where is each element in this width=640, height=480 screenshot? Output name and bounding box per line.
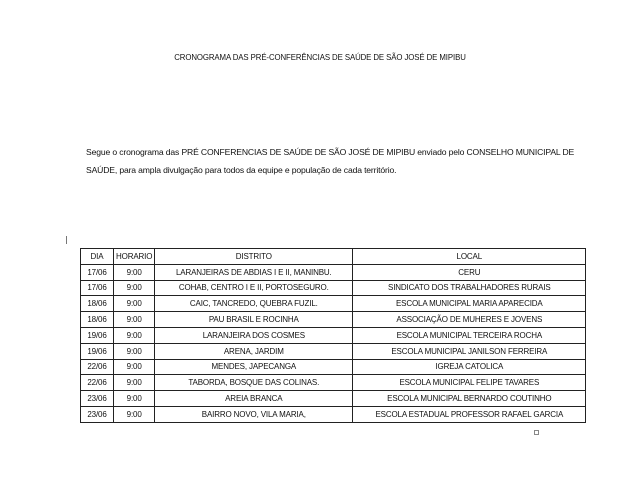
cell-horario: 9:00 — [114, 343, 155, 359]
cell-distrito: PAU BRASIL E ROCINHA — [155, 312, 353, 328]
table-row — [81, 359, 586, 375]
table-row — [81, 280, 586, 296]
cell-dia: 18/06 — [81, 312, 114, 328]
cell-horario: 9:00 — [114, 391, 155, 407]
cell-dia: 22/06 — [81, 375, 114, 391]
cell-local: CERU — [353, 264, 586, 280]
header-dia: DIA — [81, 249, 114, 265]
cell-distrito: CAIC, TANCREDO, QUEBRA FUZIL. — [155, 296, 353, 312]
document-title: CRONOGRAMA DAS PRÉ-CONFERÊNCIAS DE SAÚDE DE SÃO JOSÉ DE MIPIBU — [174, 52, 466, 62]
cell-horario: 9:00 — [114, 280, 155, 296]
intro-paragraph: Segue o cronograma das PRÉ CONFERENCIAS DE SAÚDE DE SÃO JOSÉ DE MIPIBU enviado pelo CONSELHO MUNICIPAL DE SAÚDE, para ampla divulgação para todos da equipe e população de cada território. — [86, 147, 575, 175]
table-header-row — [81, 249, 586, 265]
cell-distrito: AREIA BRANCA — [155, 391, 353, 407]
header-distrito: DISTRITO — [155, 249, 353, 265]
cell-dia: 19/06 — [81, 327, 114, 343]
text-cursor-mark — [66, 236, 67, 244]
cell-dia: 19/06 — [81, 343, 114, 359]
cell-dia: 23/06 — [81, 406, 114, 422]
table-row — [81, 391, 586, 407]
cell-dia: 22/06 — [81, 359, 114, 375]
table-row — [81, 312, 586, 328]
table-row — [81, 296, 586, 312]
cell-horario: 9:00 — [114, 296, 155, 312]
table-row — [81, 375, 586, 391]
cell-local: SINDICATO DOS TRABALHADORES RURAIS — [353, 280, 586, 296]
cell-dia: 17/06 — [81, 280, 114, 296]
header-horario: HORARIO — [114, 249, 155, 265]
cell-horario: 9:00 — [114, 327, 155, 343]
cell-local: ESCOLA MUNICIPAL TERCEIRA ROCHA — [353, 327, 586, 343]
cell-distrito: COHAB, CENTRO I E II, PORTOSEGURO. — [155, 280, 353, 296]
table-resize-handle[interactable] — [534, 430, 539, 435]
cell-horario: 9:00 — [114, 264, 155, 280]
table-row — [81, 327, 586, 343]
cell-dia: 17/06 — [81, 264, 114, 280]
table-row — [81, 406, 586, 422]
cell-local: ESCOLA MUNICIPAL BERNARDO COUTINHO — [353, 391, 586, 407]
cell-distrito: TABORDA, BOSQUE DAS COLINAS. — [155, 375, 353, 391]
cell-horario: 9:00 — [114, 312, 155, 328]
header-local: LOCAL — [353, 249, 586, 265]
cell-local: IGREJA CATOLICA — [353, 359, 586, 375]
cell-distrito: BAIRRO NOVO, VILA MARIA, — [155, 406, 353, 422]
cell-local: ESCOLA MUNICIPAL FELIPE TAVARES — [353, 375, 586, 391]
cell-distrito: MENDES, JAPECANGA — [155, 359, 353, 375]
cell-horario: 9:00 — [114, 359, 155, 375]
table-row — [81, 343, 586, 359]
cell-dia: 18/06 — [81, 296, 114, 312]
table-row — [81, 264, 586, 280]
cell-distrito: ARENA, JARDIM — [155, 343, 353, 359]
cell-local: ASSOCIAÇÃO DE MUHERES E JOVENS — [353, 312, 586, 328]
cell-local: ESCOLA MUNICIPAL JANILSON FERREIRA — [353, 343, 586, 359]
cell-horario: 9:00 — [114, 406, 155, 422]
cell-distrito: LARANJEIRA DOS COSMES — [155, 327, 353, 343]
cell-horario: 9:00 — [114, 375, 155, 391]
schedule-table — [80, 248, 586, 423]
cell-distrito: LARANJEIRAS DE ABDIAS I E II, MANINBU. — [155, 264, 353, 280]
cell-local: ESCOLA ESTADUAL PROFESSOR RAFAEL GARCIA — [353, 406, 586, 422]
cell-dia: 23/06 — [81, 391, 114, 407]
cell-local: ESCOLA MUNICIPAL MARIA APARECIDA — [353, 296, 586, 312]
